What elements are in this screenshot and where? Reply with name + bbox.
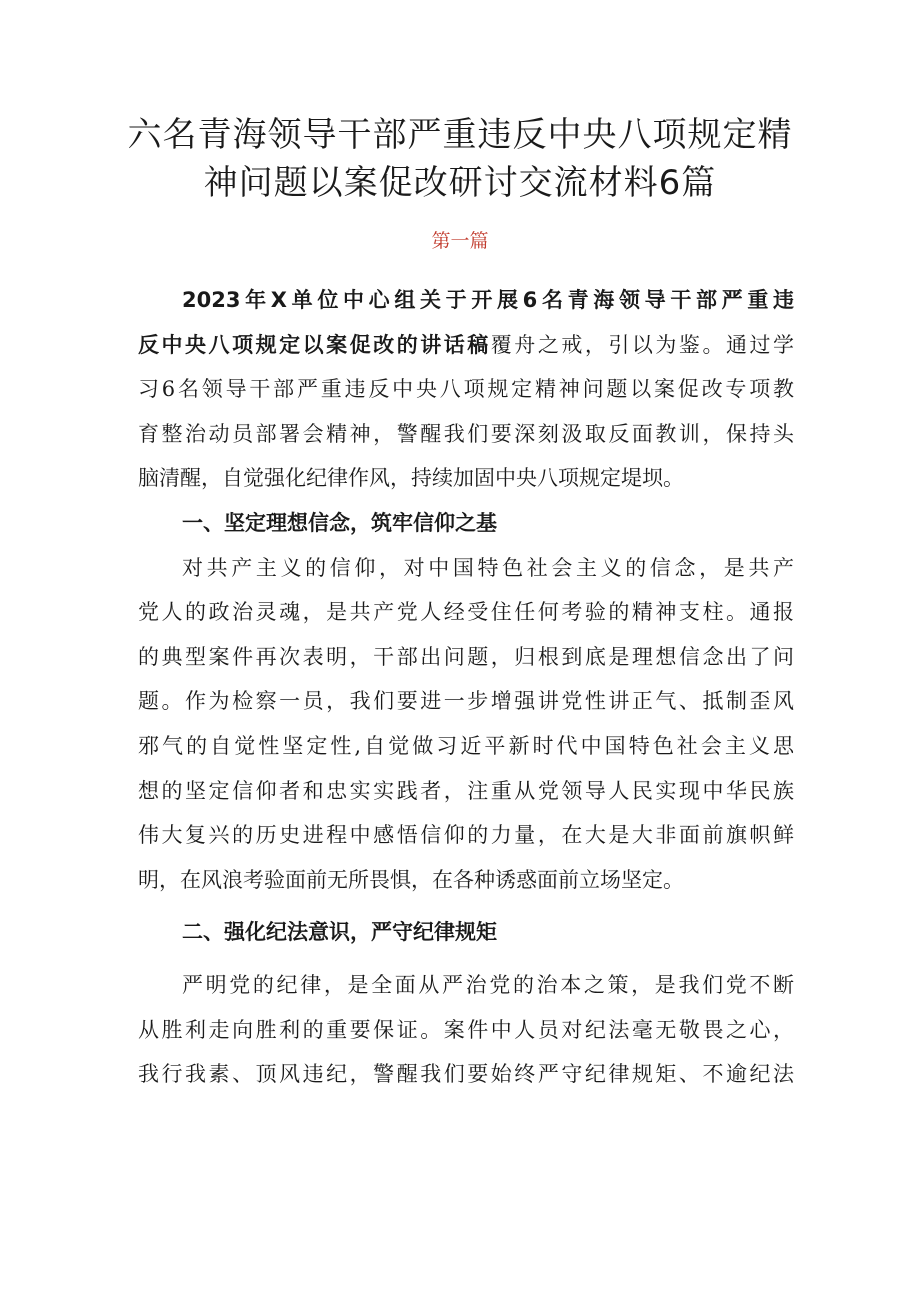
section-2-line: 从胜利走向胜利的重要保证。案件中人员对纪法毫无敬畏之心， [138,1017,794,1042]
section-1-line: 的典型案件再次表明，干部出问题，归根到底是理想信念出了问 [138,644,794,669]
section-1-heading: 一、坚定理想信念，筑牢信仰之基 [182,509,497,535]
section-label: 第一篇 [431,230,489,252]
intro-line-5: 脑清醒，自觉强化纪律作风，持续加固中央八项规定堤坝。 [138,466,684,491]
intro-line-3: 习6名领导干部严重违反中央八项规定精神问题以案促改专项教 [138,377,794,402]
section-1-line: 题。作为检察一员，我们要进一步增强讲党性讲正气、抵制歪风 [138,689,794,714]
section-2-heading: 二、强化纪法意识，严守纪律规矩 [182,919,497,945]
intro-line-1 [138,278,794,323]
spacer [138,902,794,910]
section-2-line: 我行我素、顶风违纪，警醒我们要始终严守纪律规矩、不逾纪法 [138,1062,794,1087]
intro-line-2-rest: 覆舟之戒，引以为鉴。通过学 [490,332,794,357]
intro-line-4: 育整治动员部署会精神，警醒我们要深刻汲取反面教训，保持头 [138,421,794,446]
section-2-line: 严明党的纪律，是全面从严治党的治本之策，是我们党不断 [182,972,794,997]
section-1-line: 想的坚定信仰者和忠实实践者，注重从党领导人民实现中华民族 [138,778,794,803]
section-1-line: 党人的政治灵魂，是共产党人经受住任何考验的精神支柱。通报 [138,600,794,625]
section-1-line: 伟大复兴的历史进程中感悟信仰的力量，在大是大非面前旗帜鲜 [138,823,794,848]
section-1-line: 邪气的自觉性坚定性,自觉做习近平新时代中国特色社会主义思 [138,733,794,758]
intro-line-2-bold: 反中央八项规定以案促改的讲话稿 [138,332,491,357]
section-1-line: 明，在风浪考验面前无所畏惧，在各种诱惑面前立场坚定。 [138,867,684,892]
intro-line-2 [138,323,794,368]
document-body [138,278,794,1097]
section-1-line: 对共产主义的信仰，对中国特色社会主义的信念，是共产 [182,555,794,580]
spacer [138,955,794,963]
document-title-line-1: 六名青海领导干部严重违反中央八项规定精 [127,115,793,155]
document-title-line-2: 神问题以案促改研讨交流材料6篇 [203,163,717,203]
intro-lead-bold: 2023年X单位中心组关于开展6名青海领导干部严重违 [182,288,794,312]
